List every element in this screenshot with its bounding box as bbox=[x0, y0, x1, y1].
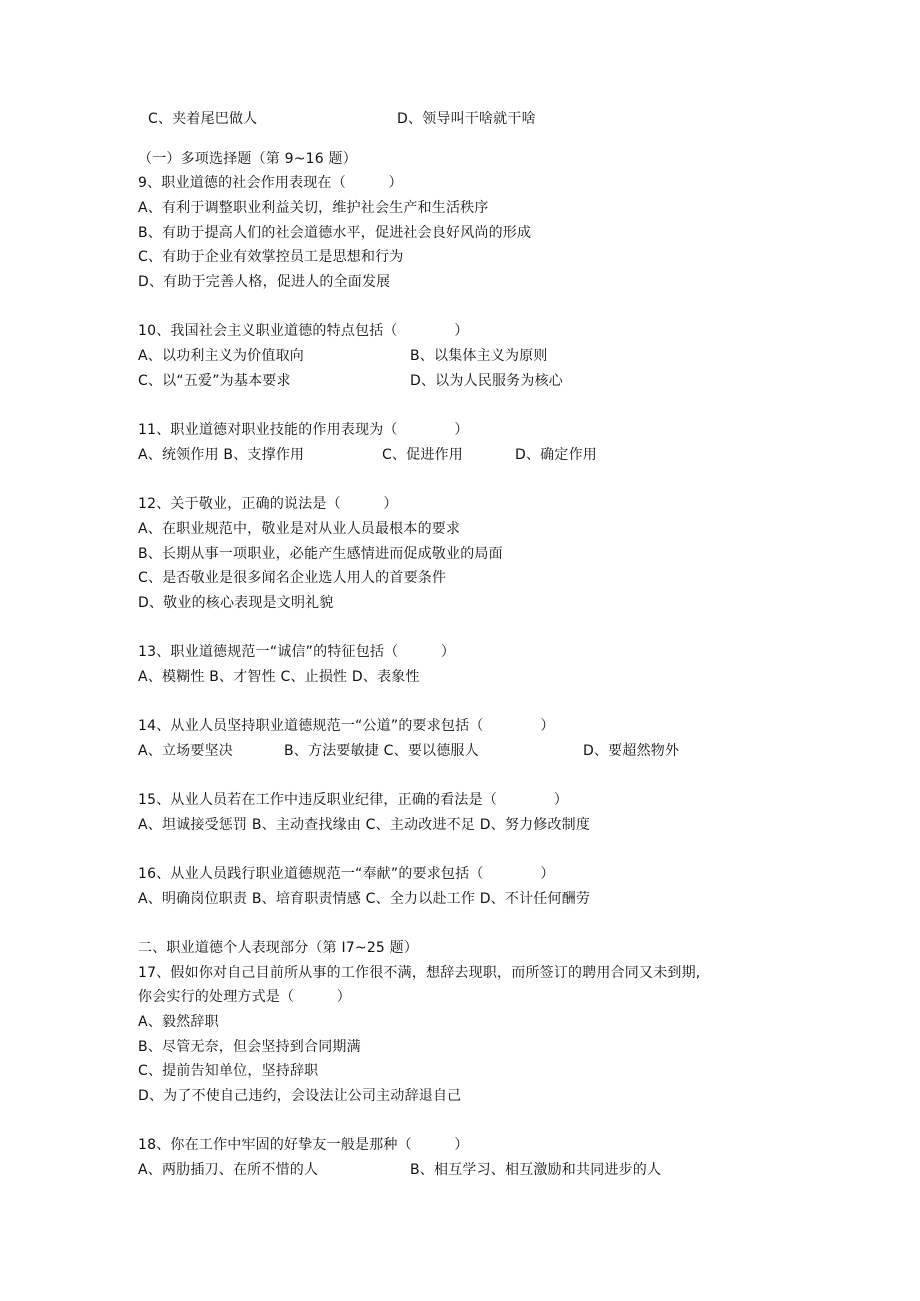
q10-cd-option-2: D、以为人民服务为核心 bbox=[410, 373, 563, 389]
q18-ab-option-2: B、相互学习、相互激励和共同进步的人 bbox=[410, 1162, 662, 1178]
q11-line: 11、职业道德对职业技能的作用表现为（ ） bbox=[138, 422, 469, 438]
q15-opts-line: A、坦诚接受惩罚 B、主动查找缘由 C、主动改进不足 D、努力修改制度 bbox=[138, 817, 591, 833]
q17-d-line: D、为了不使自己违约，会设法让公司主动辞退自己 bbox=[138, 1088, 462, 1104]
section-multi-heading-line: （一）多项选择题（第 9~16 题） bbox=[138, 151, 357, 167]
q14-opts-option-1: A、立场要坚决 bbox=[138, 743, 233, 759]
q17-cont-line: 你会实行的处理方式是（ ） bbox=[138, 989, 351, 1005]
q12-c-line: C、是否敬业是很多闻名企业选人用人的首要条件 bbox=[138, 570, 447, 586]
q9-a-line: A、有利于调整职业利益关切，维护社会生产和生活秩序 bbox=[138, 200, 489, 216]
q12-d-line: D、敬业的核心表现是文明礼貌 bbox=[138, 595, 334, 611]
q11-opts-option-1: A、统领作用 B、支撑作用 bbox=[138, 447, 305, 463]
q10-ab-option-1: A、以功利主义为价值取向 bbox=[138, 348, 304, 364]
q13-opts-line: A、模糊性 B、才智性 C、止损性 D、表象性 bbox=[138, 669, 420, 685]
q16-opts-line: A、明确岗位职责 B、培育职责情感 C、全力以赴工作 D、不计任何酬劳 bbox=[138, 891, 591, 907]
prev-opt-row-option-1: C、夹着尾巴做人 bbox=[148, 111, 258, 127]
q10-cd-option-1: C、以“五爱”为基本要求 bbox=[138, 373, 291, 389]
q11-opts-option-2: C、促进作用 bbox=[382, 447, 463, 463]
section-two-heading-line: 二、职业道德个人表现部分（第 I7~25 题） bbox=[138, 940, 419, 956]
q18-line: 18、你在工作中牢固的好挚友一般是那种（ ） bbox=[138, 1137, 469, 1153]
q12-b-line: B、长期从事一项职业，必能产生感情进而促成敬业的局面 bbox=[138, 546, 503, 562]
q9-b-line: B、有助于提高人们的社会道德水平，促进社会良好风尚的形成 bbox=[138, 225, 532, 241]
q17-a-line: A、毅然辞职 bbox=[138, 1014, 219, 1030]
q11-opts-option-3: D、确定作用 bbox=[515, 447, 597, 463]
q9-d-line: D、有助于完善人格，促进人的全面发展 bbox=[138, 274, 391, 290]
q14-line: 14、从业人员坚持职业道德规范一“公道”的要求包括（ ） bbox=[138, 718, 555, 734]
q12-a-line: A、在职业规范中，敬业是对从业人员最根本的要求 bbox=[138, 521, 461, 537]
prev-opt-row-option-2: D、领导叫干啥就干啥 bbox=[397, 111, 536, 127]
q15-line: 15、从业人员若在工作中违反职业纪律，正确的看法是（ ） bbox=[138, 792, 569, 808]
q9-line: 9、职业道德的社会作用表现在（ ） bbox=[138, 175, 403, 191]
q10-line: 10、我国社会主义职业道德的特点包括（ ） bbox=[138, 323, 469, 339]
q14-opts-option-2: B、方法要敏捷 C、要以德服人 bbox=[284, 743, 479, 759]
q17-b-line: B、尽管无奈，但会坚持到合同期满 bbox=[138, 1039, 361, 1055]
q13-line: 13、职业道德规范一“诚信”的特征包括（ ） bbox=[138, 644, 456, 660]
q16-line: 16、从业人员践行职业道德规范一“奉献”的要求包括（ ） bbox=[138, 866, 555, 882]
q17-c-line: C、提前告知单位，坚持辞职 bbox=[138, 1063, 319, 1079]
q10-ab-option-2: B、以集体主义为原则 bbox=[410, 348, 548, 364]
q12-line: 12、关于敬业，正确的说法是（ ） bbox=[138, 496, 398, 512]
q9-c-line: C、有助于企业有效掌控员工是思想和行为 bbox=[138, 249, 404, 265]
q14-opts-option-3: D、要超然物外 bbox=[583, 743, 680, 759]
q18-ab-option-1: A、两肋插刀、在所不惜的人 bbox=[138, 1162, 319, 1178]
q17-line: 17、假如你对自己目前所从事的工作很不满，想辞去现职，而所签订的聘用合同又未到期, bbox=[138, 965, 701, 981]
